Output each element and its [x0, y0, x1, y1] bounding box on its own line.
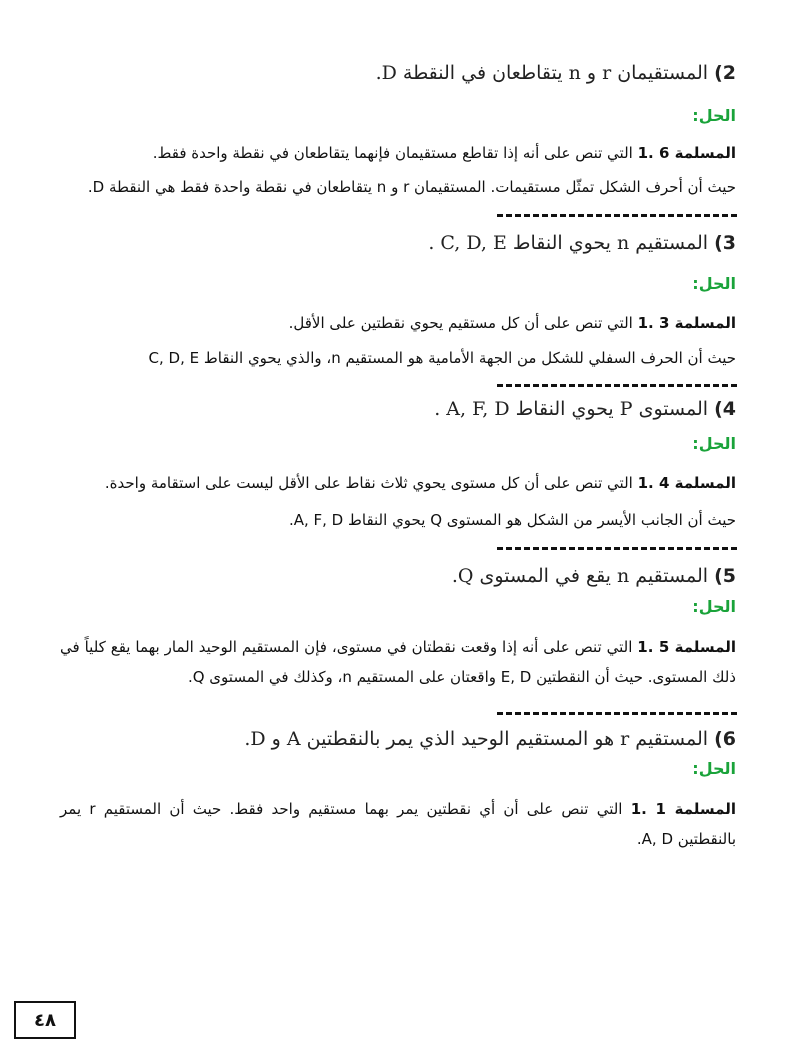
question-2: [60, 62, 736, 84]
postulate-label: المسلمة 3 .1: [637, 314, 736, 332]
postulate-text: التي تنص على أنه إذا وقعت نقطتان في مستوى، فإن المستقيم الوحيد المار بهما يقع كلياً في ذلك المستوى. حيث أن النقطتين E, D واقعتان على المستقيم n، وكذلك في المستوى Q.: [60, 638, 736, 686]
question-text: المستقيم n يقع في المستوى Q.: [451, 565, 709, 587]
postulate-paragraph: [60, 632, 736, 692]
section-divider: [497, 547, 737, 550]
section-divider: [497, 214, 737, 217]
solution-label: الحل:: [692, 434, 736, 453]
reason-line: حيث أن أحرف الشكل تمثّل مستقيمات. المستقيمان r و n يتقاطعان في نقطة واحدة فقط هي النقطة D.: [87, 178, 736, 196]
question-6: [60, 728, 736, 750]
postulate-text: التي تنص على أن كل مستوى يحوي ثلاث نقاط على الأقل ليست على استقامة واحدة.: [104, 474, 633, 492]
postulate-label: المسلمة 4 .1: [637, 474, 736, 492]
postulate-line: [60, 308, 736, 338]
postulate-text: التي تنص على أن كل مستقيم يحوي نقطتين على الأقل.: [288, 314, 633, 332]
postulate-label: المسلمة 1 .1: [630, 800, 736, 818]
reason-line: حيث أن الحرف السفلي للشكل من الجهة الأمامية هو المستقيم n، والذي يحوي النقاط C, D, E: [148, 349, 736, 367]
question-3: [60, 232, 736, 254]
question-text: المستقيم n يحوي النقاط C, D, E .: [428, 232, 709, 254]
question-text: المستقيم r هو المستقيم الوحيد الذي يمر بالنقطتين A و D.: [244, 728, 709, 750]
question-4: [60, 398, 736, 420]
question-number: 4): [714, 398, 736, 420]
postulate-text: التي تنص على أنه إذا تقاطع مستقيمان فإنهما يتقاطعان في نقطة واحدة فقط.: [152, 144, 633, 162]
page-number: ٤٨: [14, 1001, 76, 1039]
question-number: 5): [714, 565, 736, 587]
postulate-paragraph: [60, 794, 736, 854]
section-divider: [497, 712, 737, 715]
question-text: المستوى P يحوي النقاط A, F, D .: [434, 398, 709, 420]
solution-label: الحل:: [692, 274, 736, 293]
solution-label: الحل:: [692, 597, 736, 616]
postulate-text: التي تنص على أن أي نقطتين يمر بهما مستقيم واحد فقط. حيث أن المستقيم r يمر بالنقطتين A, D.: [60, 800, 736, 848]
solution-label: الحل:: [692, 106, 736, 125]
question-number: 6): [714, 728, 736, 750]
question-number: 3): [714, 232, 736, 254]
question-number: 2): [714, 62, 736, 84]
reason-line: حيث أن الجانب الأيسر من الشكل هو المستوى Q يحوي النقاط A, F, D.: [288, 511, 736, 529]
question-text: المستقيمان r و n يتقاطعان في النقطة D.: [375, 62, 709, 84]
postulate-label: المسلمة 6 .1: [637, 144, 736, 162]
solution-label: الحل:: [692, 759, 736, 778]
postulate-line: [60, 468, 736, 498]
postulate-line: [60, 138, 736, 168]
postulate-label: المسلمة 5 .1: [637, 638, 736, 656]
question-5: [60, 565, 736, 587]
section-divider: [497, 384, 737, 387]
